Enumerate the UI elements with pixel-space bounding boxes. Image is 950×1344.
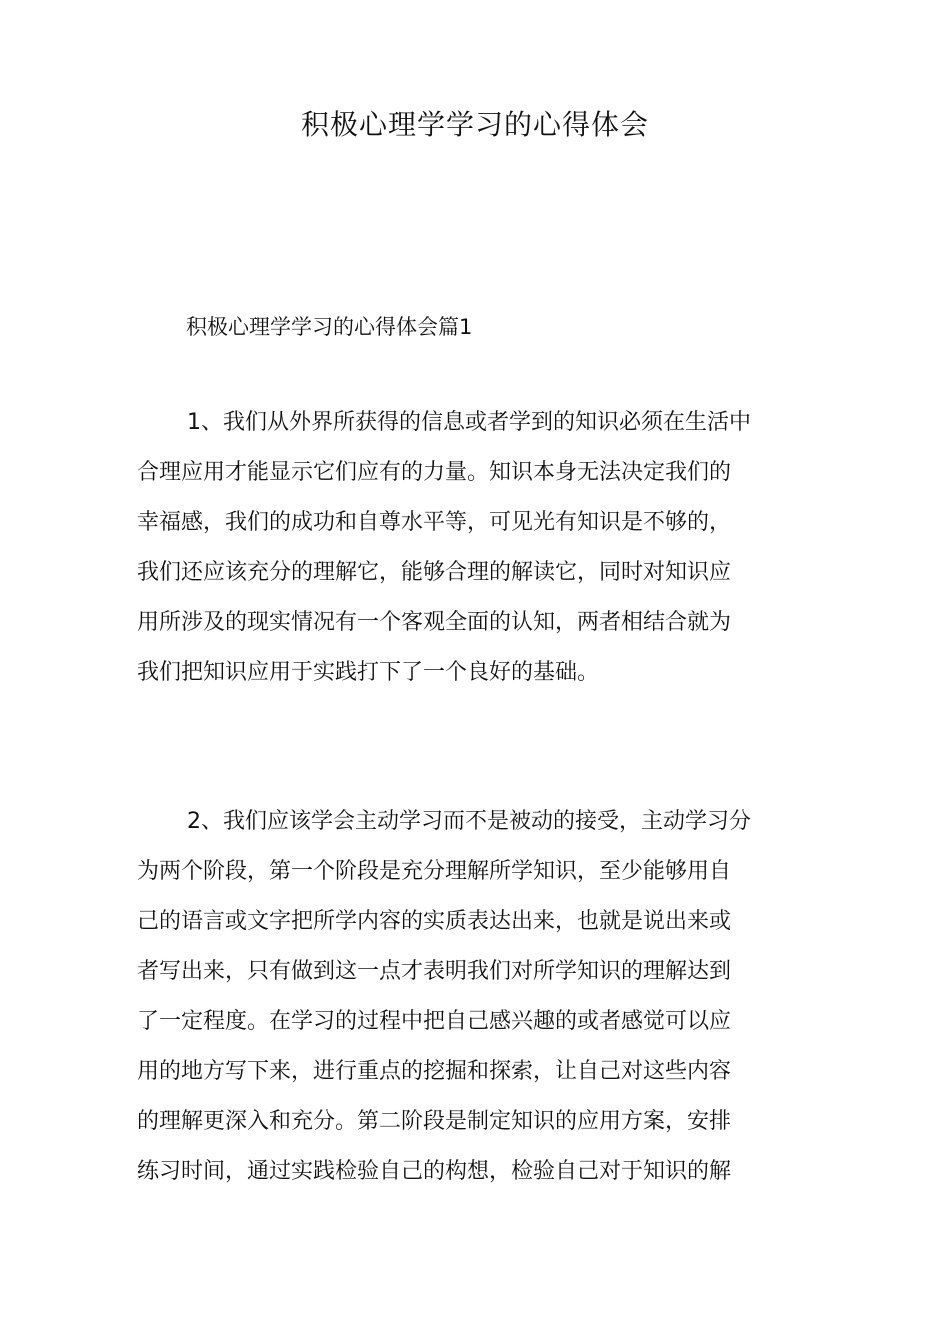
section-heading: 积极心理学学习的心得体会篇1 — [186, 315, 473, 339]
paragraph-line: 2、我们应该学会主动学习而不是被动的接受，主动学习分 — [187, 809, 751, 834]
paragraph-line: 练习时间，通过实践检验自己的构想，检验自己对于知识的解 — [137, 1159, 732, 1184]
paragraph-line: 的理解更深入和充分。第二阶段是制定知识的应用方案，安排 — [137, 1109, 732, 1134]
paragraph-line: 合理应用才能显示它们应有的力量。知识本身无法决定我们的 — [137, 460, 732, 485]
paragraph-line: 我们还应该充分的理解它，能够合理的解读它，同时对知识应 — [137, 560, 732, 585]
paragraph-line: 我们把知识应用于实践打下了一个良好的基础。 — [137, 660, 600, 685]
paragraph-1 — [137, 398, 813, 698]
paragraph-line: 幸福感，我们的成功和自尊水平等，可见光有知识是不够的， — [137, 510, 732, 535]
paragraph-line: 为两个阶段，第一个阶段是充分理解所学知识，至少能够用自 — [137, 859, 732, 884]
paragraph-line: 者写出来，只有做到这一点才表明我们对所学知识的理解达到 — [137, 959, 732, 984]
paragraph-line: 己的语言或文字把所学内容的实质表达出来，也就是说出来或 — [137, 909, 732, 934]
paragraph-line: 用所涉及的现实情况有一个客观全面的认知，两者相结合就为 — [137, 610, 732, 635]
paragraph-line: 了一定程度。在学习的过程中把自己感兴趣的或者感觉可以应 — [137, 1009, 732, 1034]
paragraph-line: 1、我们从外界所获得的信息或者学到的知识必须在生活中 — [187, 410, 751, 435]
paragraph-2 — [137, 797, 813, 1197]
paragraph-line: 用的地方写下来，进行重点的挖掘和探索，让自己对这些内容 — [137, 1059, 732, 1084]
document-title: 积极心理学学习的心得体会 — [300, 108, 649, 141]
